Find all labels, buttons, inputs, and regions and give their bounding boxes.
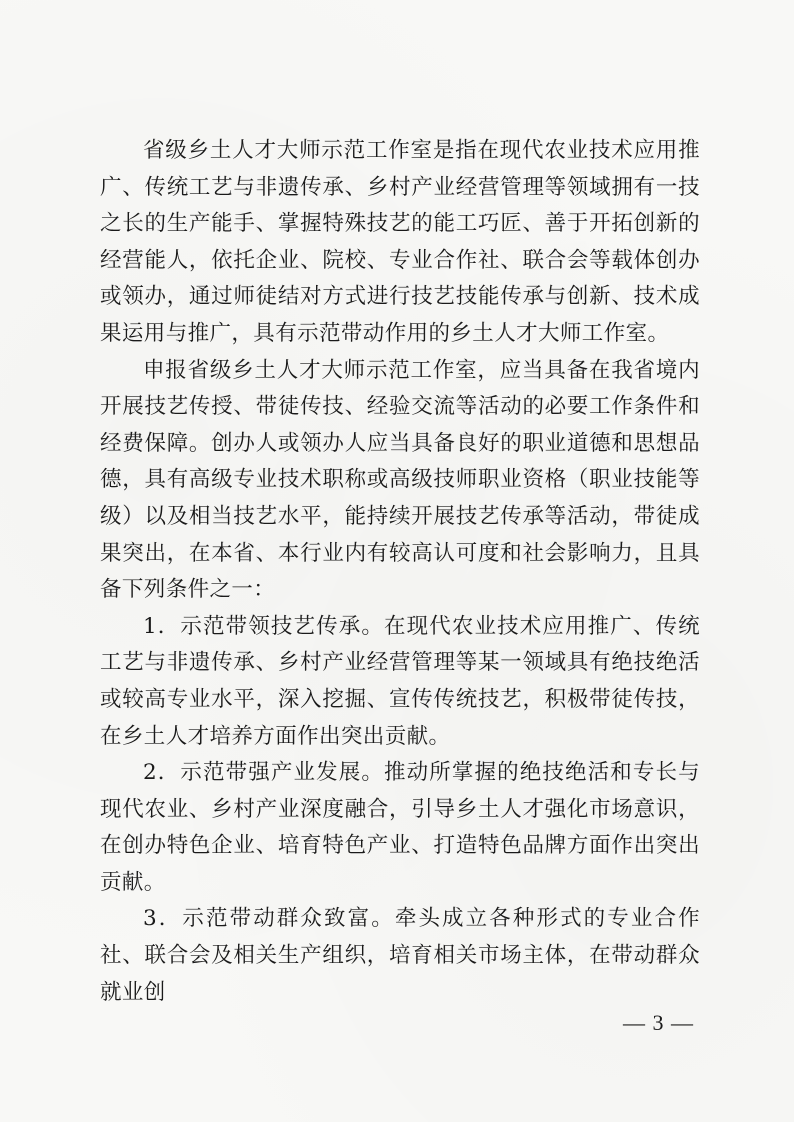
body-text: [100, 133, 700, 1011]
paragraph-condition-1: 1．示范带领技艺传承。在现代农业技术应用推广、传统工艺与非遗传承、乡村产业经营管理等某一领域具有绝技绝活或较高专业水平，深入挖掘、宣传传统技艺，积极带徒传技，在乡土人才培养方面作出突出贡献。: [100, 613, 700, 749]
paragraph-condition-2: 2．示范带强产业发展。推动所掌握的绝技绝活和专长与现代农业、乡村产业深度融合，引导乡土人才强化市场意识，在创办特色企业、培育特色产业、打造特色品牌方面作出突出贡献。: [100, 760, 700, 895]
page-number: — 3 —: [623, 1010, 694, 1035]
paragraph-condition-3: 3．示范带动群众致富。牵头成立各种形式的专业合作社、联合会及相关生产组织，培育相关市场主体，在带动群众就业创: [100, 906, 700, 1005]
paragraph-requirements: 申报省级乡土人才大师示范工作室，应当具备在我省境内开展技艺传授、带徒传技、经验交流等活动的必要工作条件和经费保障。创办人或领办人应当具备良好的职业道德和思想品德，具有高级专业技术职称或高级技师职业资格（职业技能等级）以及相当技艺水平，能持续开展技艺传承等活动，带徒成果突出，在本省、本行业内有较高认可度和社会影响力，且具备下列条件之一：: [100, 357, 700, 603]
paragraph-definition: 省级乡土人才大师示范工作室是指在现代农业技术应用推广、传统工艺与非遗传承、乡村产业经营管理等领域拥有一技之长的生产能手、掌握特殊技艺的能工巧匠、善于开拓创新的经营能人，依托企业、院校、专业合作社、联合会等载体创办或领办，通过师徒结对方式进行技艺技能传承与创新、技术成果运用与推广，具有示范带动作用的乡土人才大师工作室。: [100, 138, 700, 346]
